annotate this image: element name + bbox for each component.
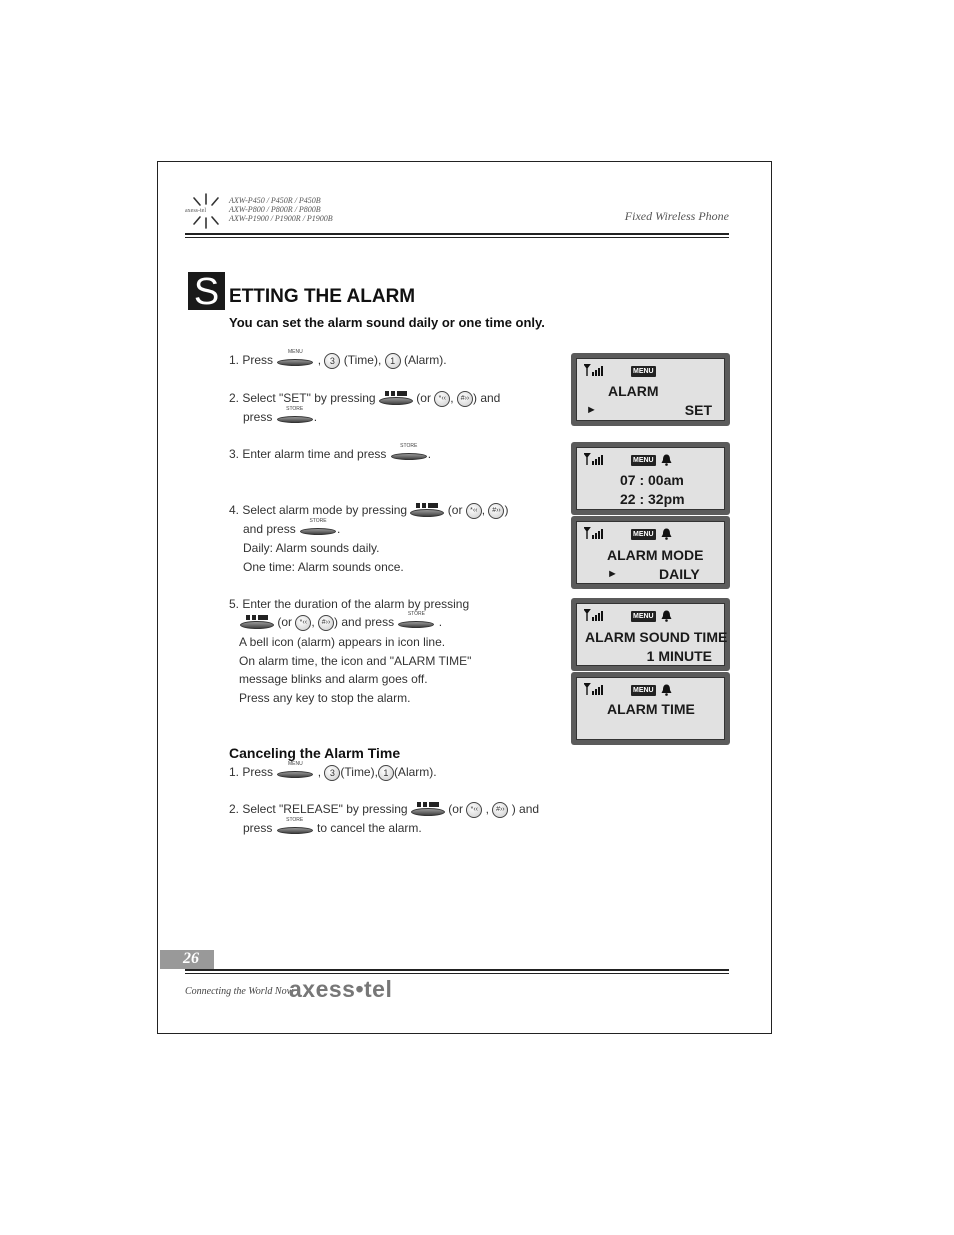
signal-icon — [584, 609, 606, 621]
step-4-onetime: One time: Alarm sounds once. — [243, 560, 404, 574]
step-text: (or — [447, 503, 463, 518]
lcd-screen-time — [571, 442, 730, 515]
lcd-line-2: 1 MINUTE — [646, 648, 712, 664]
step-text: , — [481, 503, 486, 518]
step-2 — [229, 391, 500, 407]
arrow-icon: ► — [586, 404, 597, 416]
brand-small-text: axess-tel — [185, 208, 206, 214]
step-text: (Alarm). — [393, 765, 437, 780]
step-text: ) — [504, 503, 509, 518]
footer-tagline: Connecting the World Now — [185, 986, 294, 997]
section-initial: S — [188, 272, 225, 310]
step-text: . — [337, 522, 341, 536]
step-text: press — [243, 821, 273, 835]
step-text: (Alarm). — [403, 353, 447, 368]
nav-key-icon — [379, 391, 413, 407]
step-text: , — [311, 615, 315, 630]
model-list — [229, 196, 333, 223]
step-text: . — [438, 615, 443, 630]
signal-icon — [584, 364, 606, 376]
step-5-note: Press any key to stop the alarm. — [239, 691, 411, 705]
model-line: AXW-P800 / P800R / P800B — [229, 205, 321, 214]
key-1-icon: 1 — [378, 765, 394, 781]
header-rule — [185, 233, 729, 235]
nav-key-icon — [240, 615, 274, 631]
lcd-line-1: 07 : 00am — [620, 472, 684, 488]
hash-key-icon: #›› — [492, 802, 508, 818]
signal-icon — [584, 683, 606, 695]
step-text: 2. Select "RELEASE" by pressing — [229, 802, 408, 817]
store-key-icon: STORE — [276, 411, 314, 425]
cancel-step-1 — [229, 761, 437, 781]
lcd-line-2: 22 : 32pm — [620, 491, 685, 507]
store-key-icon: STORE — [276, 822, 314, 836]
step-text: (Time), — [343, 353, 382, 368]
step-text: (Time), — [340, 765, 378, 780]
signal-icon — [584, 453, 606, 465]
menu-indicator: MENU — [633, 687, 654, 694]
nav-key-icon — [410, 503, 444, 519]
star-key-icon: *‹‹ — [466, 503, 482, 519]
store-key-icon: STORE — [390, 448, 428, 462]
step-1 — [229, 349, 447, 369]
step-5-note: message blinks and alarm goes off. — [239, 672, 428, 686]
step-text: (or — [416, 391, 431, 406]
cancel-step-2 — [229, 802, 539, 818]
step-text: 1. Press — [229, 765, 274, 780]
step-5: 5. Enter the duration of the alarm by pressing — [229, 597, 470, 611]
page-number: 26 — [183, 950, 199, 967]
lcd-line-1: ALARM MODE — [607, 547, 704, 563]
step-text: press — [243, 410, 273, 424]
step-4-daily: Daily: Alarm sounds daily. — [243, 541, 380, 555]
menu-indicator: MENU — [633, 613, 654, 620]
bell-icon — [661, 684, 672, 696]
step-text: (or — [277, 615, 293, 630]
menu-key-icon: MENU — [276, 766, 314, 780]
step-text: . — [427, 447, 432, 461]
lcd-line-1: ALARM — [608, 383, 659, 399]
header-rule-thin — [185, 237, 729, 238]
key-3-icon: 3 — [324, 765, 340, 781]
step-text: , — [317, 765, 322, 780]
bell-icon — [661, 610, 672, 622]
menu-key-icon: MENU — [276, 354, 314, 368]
step-text: 3. Enter alarm time and press — [229, 447, 387, 461]
bell-icon — [661, 454, 672, 466]
lcd-screen-mode — [571, 516, 730, 589]
star-key-icon: *‹‹ — [434, 391, 450, 407]
step-5-note: On alarm time, the icon and "ALARM TIME" — [239, 654, 472, 668]
key-1-icon: 1 — [385, 353, 401, 369]
step-text: , — [317, 353, 322, 368]
step-5-cont — [240, 611, 443, 631]
hash-key-icon: #›› — [457, 391, 473, 407]
step-text: 4. Select alarm mode by pressing — [229, 503, 408, 518]
lcd-line-2: SET — [684, 402, 712, 418]
star-key-icon: *‹‹ — [295, 615, 311, 631]
step-text: and press — [243, 522, 296, 536]
arrow-icon: ► — [607, 568, 618, 580]
lcd-line-1: ALARM SOUND TIME — [585, 629, 728, 645]
footer-rule — [185, 969, 729, 971]
hash-key-icon: #›› — [488, 503, 504, 519]
store-key-icon: STORE — [397, 616, 435, 630]
bell-icon — [661, 528, 672, 540]
step-text: to cancel the alarm. — [317, 821, 422, 835]
signal-icon — [584, 527, 606, 539]
lcd-line-2: DAILY — [659, 566, 700, 582]
nav-key-icon — [411, 802, 445, 818]
section-title: ETTING THE ALARM — [229, 286, 416, 307]
product-name: Fixed Wireless Phone — [624, 209, 729, 223]
lcd-screen-set — [571, 353, 730, 426]
cancel-step-2-cont — [243, 816, 422, 836]
footer-rule-thin — [185, 973, 729, 974]
key-3-icon: 3 — [324, 353, 340, 369]
lcd-screen-alarm-time — [571, 672, 730, 745]
section-subtitle: You can set the alarm sound daily or one time only. — [229, 315, 545, 330]
step-text: 1. Press — [229, 353, 274, 368]
step-text: ) and press — [334, 615, 395, 630]
menu-indicator: MENU — [633, 531, 654, 538]
step-text: ) and — [511, 802, 540, 817]
step-text: (or — [448, 802, 463, 817]
footer-logo: axess•tel — [289, 976, 393, 1002]
cancel-heading: Canceling the Alarm Time — [229, 745, 401, 761]
hash-key-icon: #›› — [318, 615, 334, 631]
step-3 — [229, 442, 432, 462]
step-text: . — [313, 410, 318, 424]
star-key-icon: *‹‹ — [466, 802, 482, 818]
step-4 — [229, 503, 508, 519]
model-line: AXW-P450 / P450R / P450B — [229, 196, 321, 205]
step-text: ) and — [472, 391, 501, 406]
step-text: , — [450, 391, 454, 406]
store-key-icon: STORE — [299, 523, 337, 537]
step-text: 2. Select "SET" by pressing — [229, 391, 376, 406]
step-5-note: A bell icon (alarm) appears in icon line. — [239, 635, 446, 649]
menu-indicator: MENU — [633, 457, 654, 464]
lcd-screen-sound — [571, 598, 730, 671]
step-4-cont — [243, 517, 341, 537]
model-line: AXW-P1900 / P1900R / P1900B — [229, 214, 333, 223]
menu-indicator: MENU — [633, 368, 654, 375]
step-2-cont — [243, 405, 318, 425]
step-text: , — [485, 802, 489, 817]
lcd-line-1: ALARM TIME — [607, 701, 695, 717]
